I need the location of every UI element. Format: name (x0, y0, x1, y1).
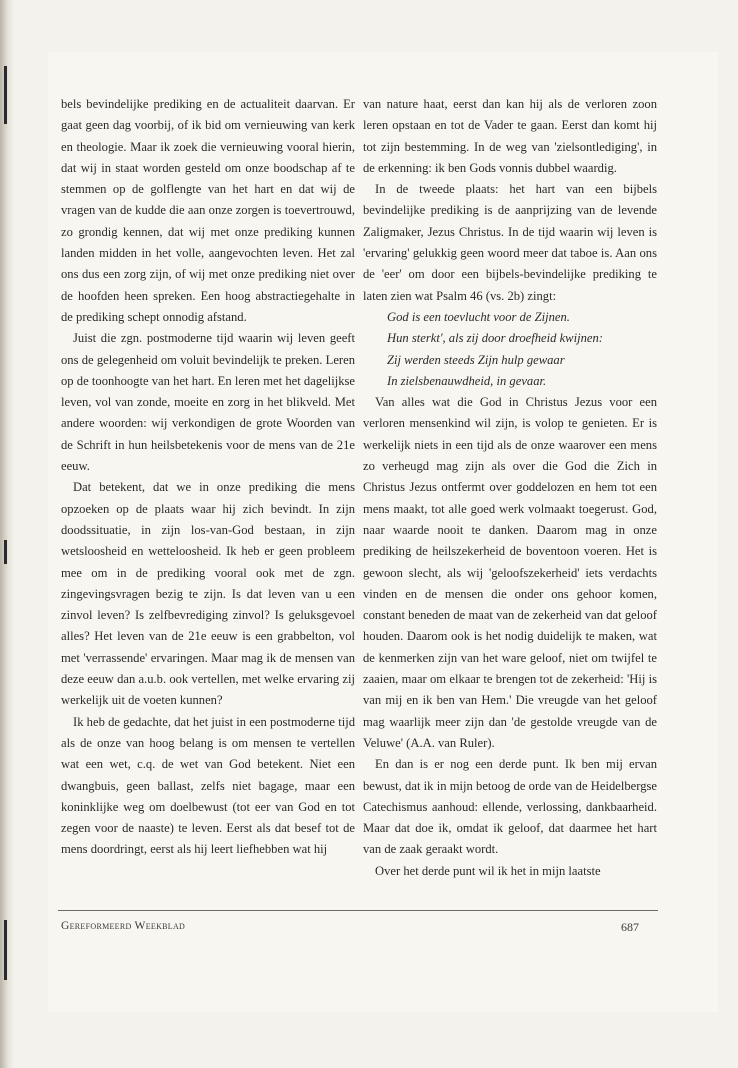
right-column (363, 94, 657, 882)
paragraph: Dat betekent, dat we in onze prediking die mens opzoeken op de plaats waar hij zich bevindt. In zijn doodssituatie, in zijn los-van-God bestaan, in zijn wetsloosheid en wetteloosheid. Ik heb er geen probleem mee om in de prediking vooral ook met de zgn. zingevingsvragen bezig te zijn. Is dat leven van u een zinvol leven? Is zelfbevrediging zinvol? Is geluksgevoel alles? Het leven van de 21e eeuw is een grabbelton, vol met 'verrassende' ervaringen. Maar mag ik de mensen van deze eeuw dan a.u.b. ook vertellen, met welke ervaring zij werkelijk uit de voeten kunnen? (61, 480, 355, 708)
binding-shadow-mark (4, 540, 7, 564)
footer-divider (58, 910, 658, 911)
poem-line: Zij werden steeds Zijn hulp gewaar (387, 352, 565, 367)
poem-line: God is een toevlucht voor de Zijnen. (387, 309, 570, 324)
paragraph: Van alles wat die God in Christus Jezus voor een verloren mensenkind wil zijn, is volop te genieten. Er is werkelijk niets in een tijd als de onze waarover een mens zo verheugd mag zijn als over die God die Zich in Christus Jezus ontfermt over goddelozen en hem tot een mens maakt, tot alle goed werk volmaakt toegerust. God, naar waarde nooit te danken. Daarom mag in onze prediking de heilszekerheid de boventoon voeren. Het is gewoon slecht, als wij 'geloofszekerheid' iets verdachts vinden en de mensen die onder ons gehoor komen, constant beneden de maat van de zekerheid van dat geloof houden. Daarom ook is het nodig duidelijk te maken, wat de kenmerken zijn van het ware geloof, niet om twijfel te zaaien, maar om elkaar te brengen tot de zekerheid: 'Hij is van mij en ik ben van Hem.' Die vreugde van het geloof mag waarlijk meer zijn dan 'de gestolde vreugde van de Veluwe' (A.A. van Ruler). (363, 395, 657, 750)
paragraph: Over het derde punt wil ik het in mijn laatste (375, 863, 601, 878)
left-column (61, 94, 355, 861)
page-number: 687 (621, 920, 639, 934)
page (48, 52, 718, 1012)
scan-binding-edge (0, 0, 14, 1068)
paragraph: van nature haat, eerst dan kan hij als de verloren zoon leren opstaan en tot de Vader te gaan. Eerst dan komt hij tot zijn bestemming. In de weg van 'zielsontlediging', in de erkenning: ik ben Gods vonnis dubbel waardig. (363, 97, 657, 175)
paragraph: bels bevindelijke prediking en de actualiteit daarvan. Er gaat geen dag voorbij, of ik bid om vernieuwing van kerk en theologie. Maar ik zoek die vernieuwing vooral hierin, dat wij in staat worden gesteld om onze boodschap af te stemmen op de golflengte van het hart en dat wij de vragen van de kudde die aan onze zorgen is toevertrouwd, zo grondig kennen, dat wij met onze prediking kunnen landen midden in het volle, aangevochten leven. Het zal ons dus een zorg zijn, of wij met onze prediking niet over de hoofden heen spreken. Een hoog abstractiegehalte in de prediking schept onnodig afstand. (61, 97, 355, 324)
poem-line: Hun sterkt', als zij door droefheid kwijnen: (387, 331, 603, 346)
psalm-quote (363, 307, 657, 392)
paragraph: En dan is er nog een derde punt. Ik ben mij ervan bewust, dat ik in mijn betoog de orde van de Heidelbergse Catechismus aanhoud: ellende, verlossing, dankbaarheid. Maar dat doe ik, omdat ik geloof, dat daarmee het hart van de zaak geraakt wordt. (363, 757, 657, 857)
paragraph: Ik heb de gedachte, dat het juist in een postmoderne tijd als de onze van hoog belang is om mensen te vertellen wat een wet, c.q. de wet van God betekent. Niet een dwangbuis, geen ballast, zelfs niet bagage, maar een koninklijke weg om doelbewust (tot eer van God en tot zegen voor de naaste) te leven. Eerst als dat besef tot de mens doordringt, eerst als hij leert liefhebben wat hij (61, 714, 355, 857)
poem-line: In zielsbenauwdheid, in gevaar. (387, 373, 547, 388)
binding-shadow-mark (4, 920, 7, 980)
publication-name: Gereformeerd Weekblad (61, 920, 186, 932)
paragraph: In de tweede plaats: het hart van een bijbels bevindelijke prediking is de aanprijzing van de levende Zaligmaker, Jezus Christus. In de tijd waarin wij leven is 'ervaring' gelukkig geen woord meer dat taboe is. Aan ons de 'eer' om door een bijbels-bevindelijke prediking te laten zien wat Psalm 46 (vs. 2b) zingt: (363, 182, 657, 303)
paragraph: Juist die zgn. postmoderne tijd waarin wij leven geeft ons de gelegenheid om voluit bevindelijk te preken. Leren op de toonhoogte van het hart. En leren met het dagelijkse leven, vol van zonde, moeite en zorg in het blikveld. Met andere woorden: wij verkondigen de grote Woorden van de Schrift in hun heilsbetekenis voor de mens van de 21e eeuw. (61, 331, 355, 474)
binding-shadow-mark (4, 66, 7, 124)
